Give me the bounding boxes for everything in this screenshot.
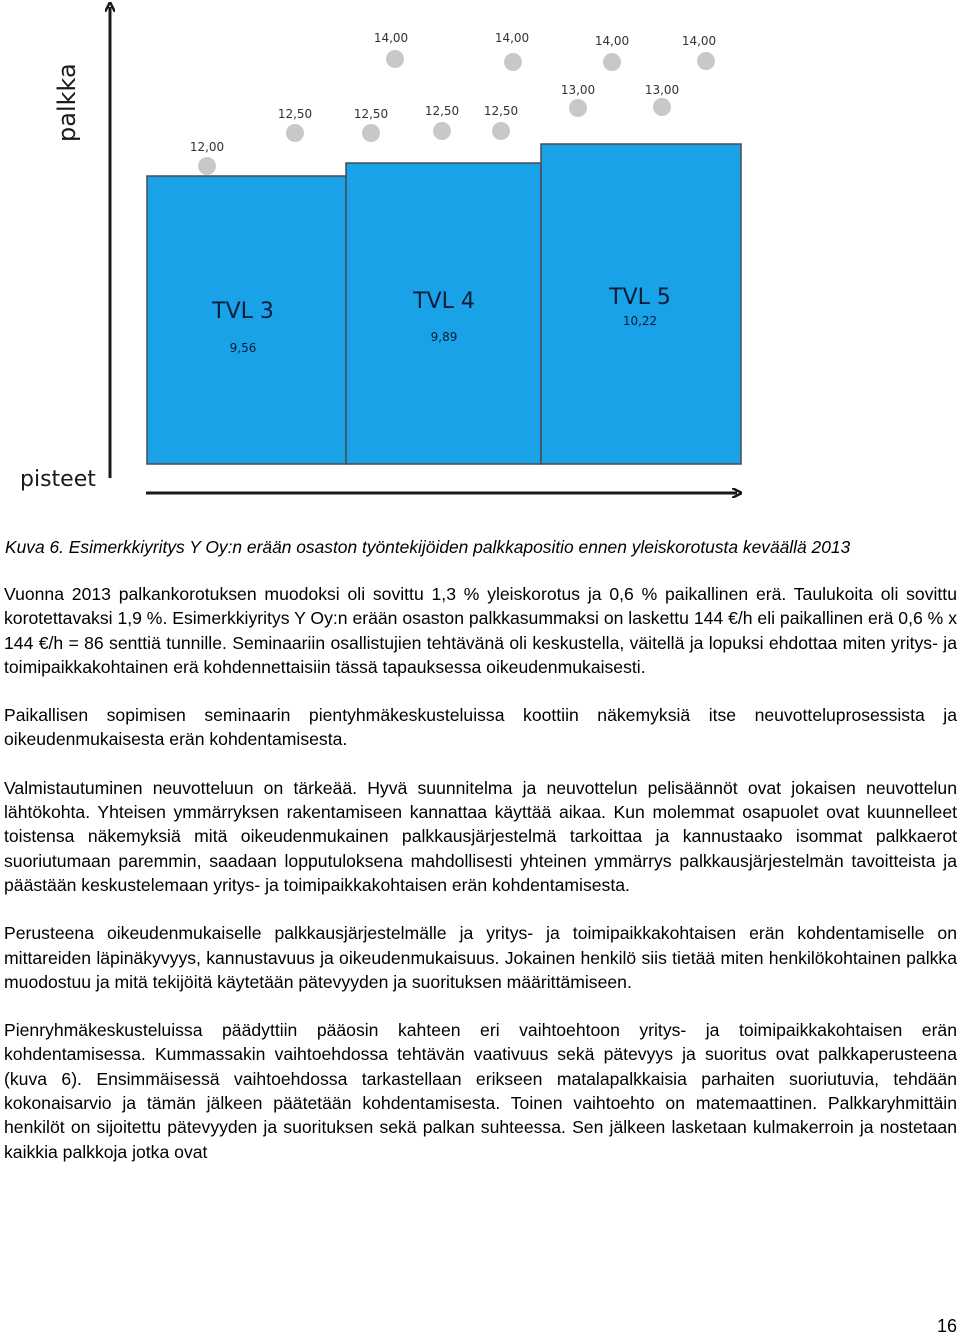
x-axis-label: pisteet (20, 467, 96, 492)
salary-dot (495, 31, 529, 71)
salary-dot (645, 83, 679, 116)
salary-value: 12,50 (483, 104, 519, 118)
salary-position-figure (0, 0, 960, 510)
paragraph: Paikallisen sopimisen seminaarin pientyhmäkeskusteluissa koottiin näkemyksiä itse neuvotteluprosessista ja oikeudenmukaisesta erän kohdentamisesta. (4, 705, 957, 750)
salary-dot (374, 31, 408, 68)
paragraph: Vuonna 2013 palkankorotuksen muodoksi oli sovittu 1,3 % yleiskorotus ja 0,6 % paikallinen erä. Taulukoita oli sovittu korotettavaksi 1,9 %. Esimerkkiyritys Y Oy:n erään osaston palkkasummaksi on laskettu 144 €/h eli paikallinen erä 0,6 % x 144 €/h = 86 senttiä tunnille. Seminaariin osallistujien tehtävänä oli keskustella, väitellä ja lopuksi ehdottaa miten yritys- ja toimipaikkakohtainen erä kohdennettaisiin tässä tapauksessa oikeudenmukaisesti. (4, 584, 957, 677)
salary-value: 12,00 (189, 140, 225, 154)
body-text (4, 582, 957, 1188)
salary-value: 12,50 (277, 107, 313, 121)
salary-value: 14,00 (494, 31, 530, 45)
tvl-label-2: TVL 4 (413, 289, 475, 314)
tvl-label-1: TVL 3 (212, 299, 274, 324)
salary-value: 13,00 (644, 83, 680, 97)
salary-value: 14,00 (373, 31, 409, 45)
salary-dot (354, 107, 388, 142)
tvl-points-1: 9,56 (229, 341, 257, 355)
tvl-points-2: 9,89 (430, 330, 458, 344)
salary-dot (561, 83, 595, 117)
paragraph: Valmistautuminen neuvotteluun on tärkeää. Hyvä suunnitelma ja neuvottelun pelisäännöt ovat jokaisen neuvottelun lähtökohta. Yhteisen ymmärryksen rakentamiseen kannattaa käyttää aikaa. Kun molemmat osapuolet ovat kuunnelleet toistensa näkemyksiä mitä oikeudenmukainen palkkausjärjestelmä tarkoittaa ja kannustaako isommat palkkaerot suoriutumaan paremmin, saadaan lopputuloksena mahdollisesti yhteinen ymmärrys palkkausjärjestelmän tavoitteista ja päästään keskustelemaan yritys- ja toimipaikkakohtaisen erän kohdentamisesta. (4, 777, 957, 895)
y-axis-label: palkka (53, 63, 81, 142)
salary-dot (190, 140, 224, 175)
salary-dot (595, 34, 629, 71)
salary-value: 14,00 (594, 34, 630, 48)
salary-value: 12,50 (353, 107, 389, 121)
salary-dot (278, 107, 312, 142)
tvl-points-3: 10,22 (622, 314, 658, 328)
salary-value: 13,00 (560, 83, 596, 97)
figure-caption: Kuva 6. Esimerkkiyritys Y Oy:n erään osaston työntekijöiden palkkapositio ennen yleiskorotusta keväällä 2013 (5, 537, 851, 557)
tvl-label-3: TVL 5 (609, 285, 671, 310)
salary-dot (484, 104, 518, 140)
salary-value: 12,50 (424, 104, 460, 118)
salary-dot (425, 104, 459, 140)
salary-value: 14,00 (681, 34, 717, 48)
salary-dot (682, 34, 716, 70)
paragraph: Perusteena oikeudenmukaiselle palkkausjärjestelmälle ja yritys- ja toimipaikkakohtaisen erän kohdentamiselle on mittareiden läpinäkyvyys, kannustavuus ja oikeudenmukaisuus. Jokainen henkilö siis tietää miten henkilökohtainen palkka muodostuu ja mitä tekijöitä käytetään pätevyyden ja suorituksen määrittämiseen. (4, 923, 957, 992)
page-number: 16 (936, 1316, 957, 1336)
paragraph: Pienryhmäkeskusteluissa päädyttiin pääosin kahteen eri vaihtoehtoon yritys- ja toimipaikkakohtaisen erän kohdentamisessa. Kummassakin vaihtoehdossa tehtävän vaativuus sekä pätevyys ja suoritus ovat palkkaperusteena (kuva 6). Ensimmäisessä vaihtoehdossa tarkastellaan erikseen matalapalkkaisia parhaiten suoriutuvia, tehdään kokonaisarvio ja tämän jälkeen päätetään kohdentamisesta. Toinen vaihtoehto on matemaattinen. Palkkaryhmittäin henkilöt on sijoitettu pätevyyden ja suorituksen sekä palkan suhteessa. Sen jälkeen lasketaan kulmakerroin ja nostetaan kaikkia palkkoja jotka ovat (4, 1020, 957, 1162)
